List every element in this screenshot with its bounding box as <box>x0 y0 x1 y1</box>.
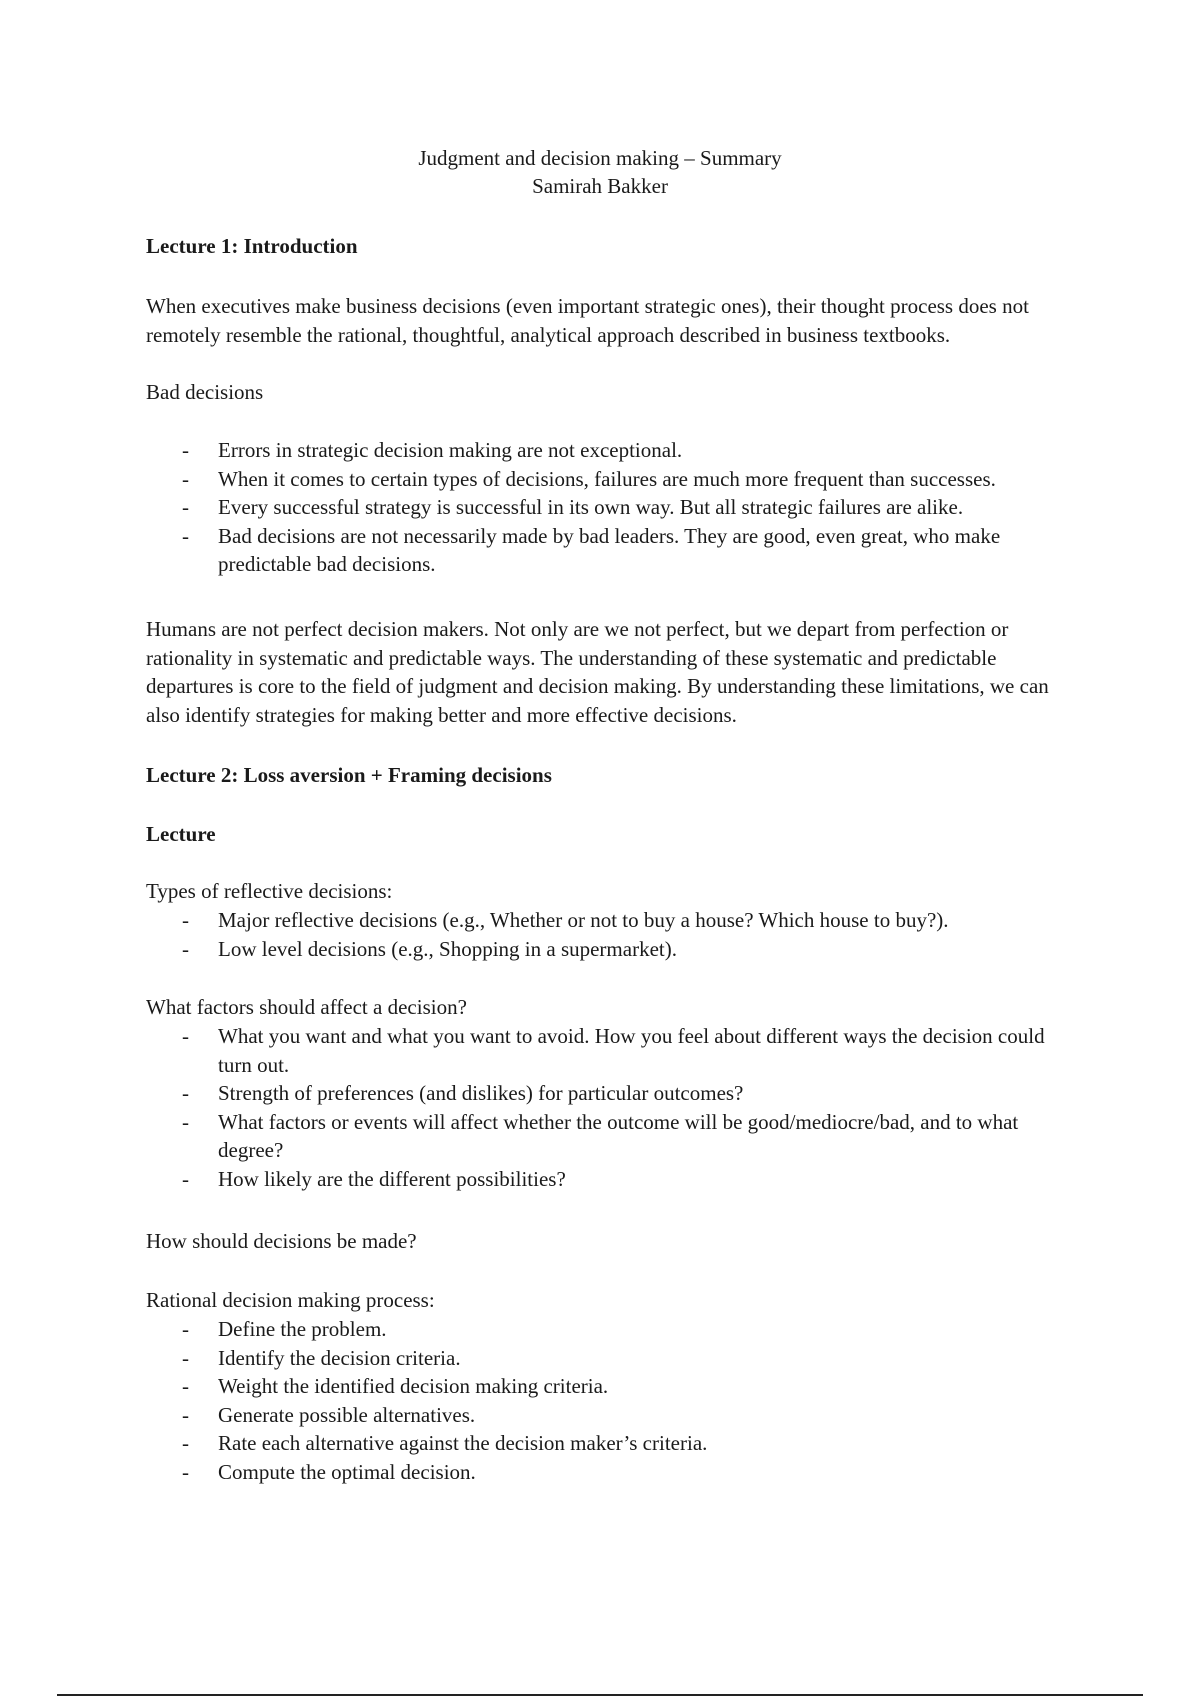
document-title: Judgment and decision making – Summary <box>418 146 782 170</box>
list-item: - Every successful strategy is successful in its own way. But all strategic failures are alike. <box>146 493 1056 522</box>
list-dash: - <box>182 1402 189 1427</box>
list-dash: - <box>182 523 189 548</box>
list-item: - Strength of preferences (and dislikes) for particular outcomes? <box>146 1079 1056 1108</box>
lecture-subheading: Lecture <box>146 822 216 846</box>
factors-list <box>146 1022 1056 1193</box>
list-item: - Weight the identified decision making criteria. <box>146 1372 1056 1401</box>
list-item: - Generate possible alternatives. <box>146 1401 1056 1430</box>
list-dash: - <box>182 1345 189 1370</box>
list-dash: - <box>182 1459 189 1484</box>
rational-label: Rational decision making process: <box>146 1288 435 1312</box>
list-item: - What factors or events will affect whether the outcome will be good/mediocre/bad, and to what degree? <box>182 1109 1019 1162</box>
bad-decisions-list <box>146 436 1056 579</box>
document-author: Samirah Bakker <box>532 174 668 198</box>
list-item: - Major reflective decisions (e.g., Whether or not to buy a house? Which house to buy?). <box>146 906 1056 935</box>
how-label: How should decisions be made? <box>146 1229 417 1253</box>
types-label: Types of reflective decisions: <box>146 879 393 903</box>
list-dash: - <box>182 1317 189 1341</box>
lecture-1-intro-paragraph: When executives make business decisions (even important strategic ones), their thought process does not remotely resemble the rational, thoughtful, analytical approach described in business textbooks. <box>146 294 1029 347</box>
list-dash: - <box>182 1431 189 1455</box>
list-item: - Rate each alternative against the decision maker’s criteria. <box>146 1429 1056 1458</box>
list-dash: - <box>182 1166 189 1191</box>
list-dash: - <box>182 1374 189 1398</box>
footer-divider <box>57 1694 1143 1696</box>
list-dash: - <box>182 936 189 961</box>
lecture-2-heading: Lecture 2: Loss aversion + Framing decisions <box>146 763 552 787</box>
list-dash: - <box>182 908 189 932</box>
list-item: - What you want and what you want to avoid. How you feel about different ways the decision could turn out. <box>182 1024 1045 1077</box>
rational-steps-list <box>146 1315 1056 1486</box>
lecture-1-heading: Lecture 1: Introduction <box>146 234 358 258</box>
list-item: - Compute the optimal decision. <box>146 1458 1056 1487</box>
list-dash: - <box>182 438 189 462</box>
factors-label: What factors should affect a decision? <box>146 995 467 1019</box>
list-item: - Low level decisions (e.g., Shopping in a supermarket). <box>146 935 1056 964</box>
list-dash: - <box>182 1024 189 1048</box>
list-dash: - <box>182 1081 189 1105</box>
list-item: - Bad decisions are not necessarily made by bad leaders. They are good, even great, who make predictable bad decisions. <box>182 523 1001 576</box>
types-list <box>146 906 1056 963</box>
list-item: - Define the problem. <box>146 1315 1056 1344</box>
list-item: - Errors in strategic decision making are not exceptional. <box>146 436 1056 465</box>
humans-paragraph: Humans are not perfect decision makers. Not only are we not perfect, but we depart from perfection or rationality in systematic and predictable ways. The understanding of these systematic and predictable departures is core to the field of judgment and decision making. By understanding these limitations, we can also identify strategies for making better and more effective decisions. <box>146 617 1049 727</box>
list-item: - When it comes to certain types of decisions, failures are much more frequent than successes. <box>146 465 1056 494</box>
list-item: - Identify the decision criteria. <box>146 1344 1056 1373</box>
list-dash: - <box>182 495 189 519</box>
list-dash: - <box>182 466 189 491</box>
list-dash: - <box>182 1109 189 1134</box>
bad-decisions-label: Bad decisions <box>146 380 264 404</box>
list-item: - How likely are the different possibilities? <box>146 1165 1056 1194</box>
document-header <box>0 144 1200 200</box>
